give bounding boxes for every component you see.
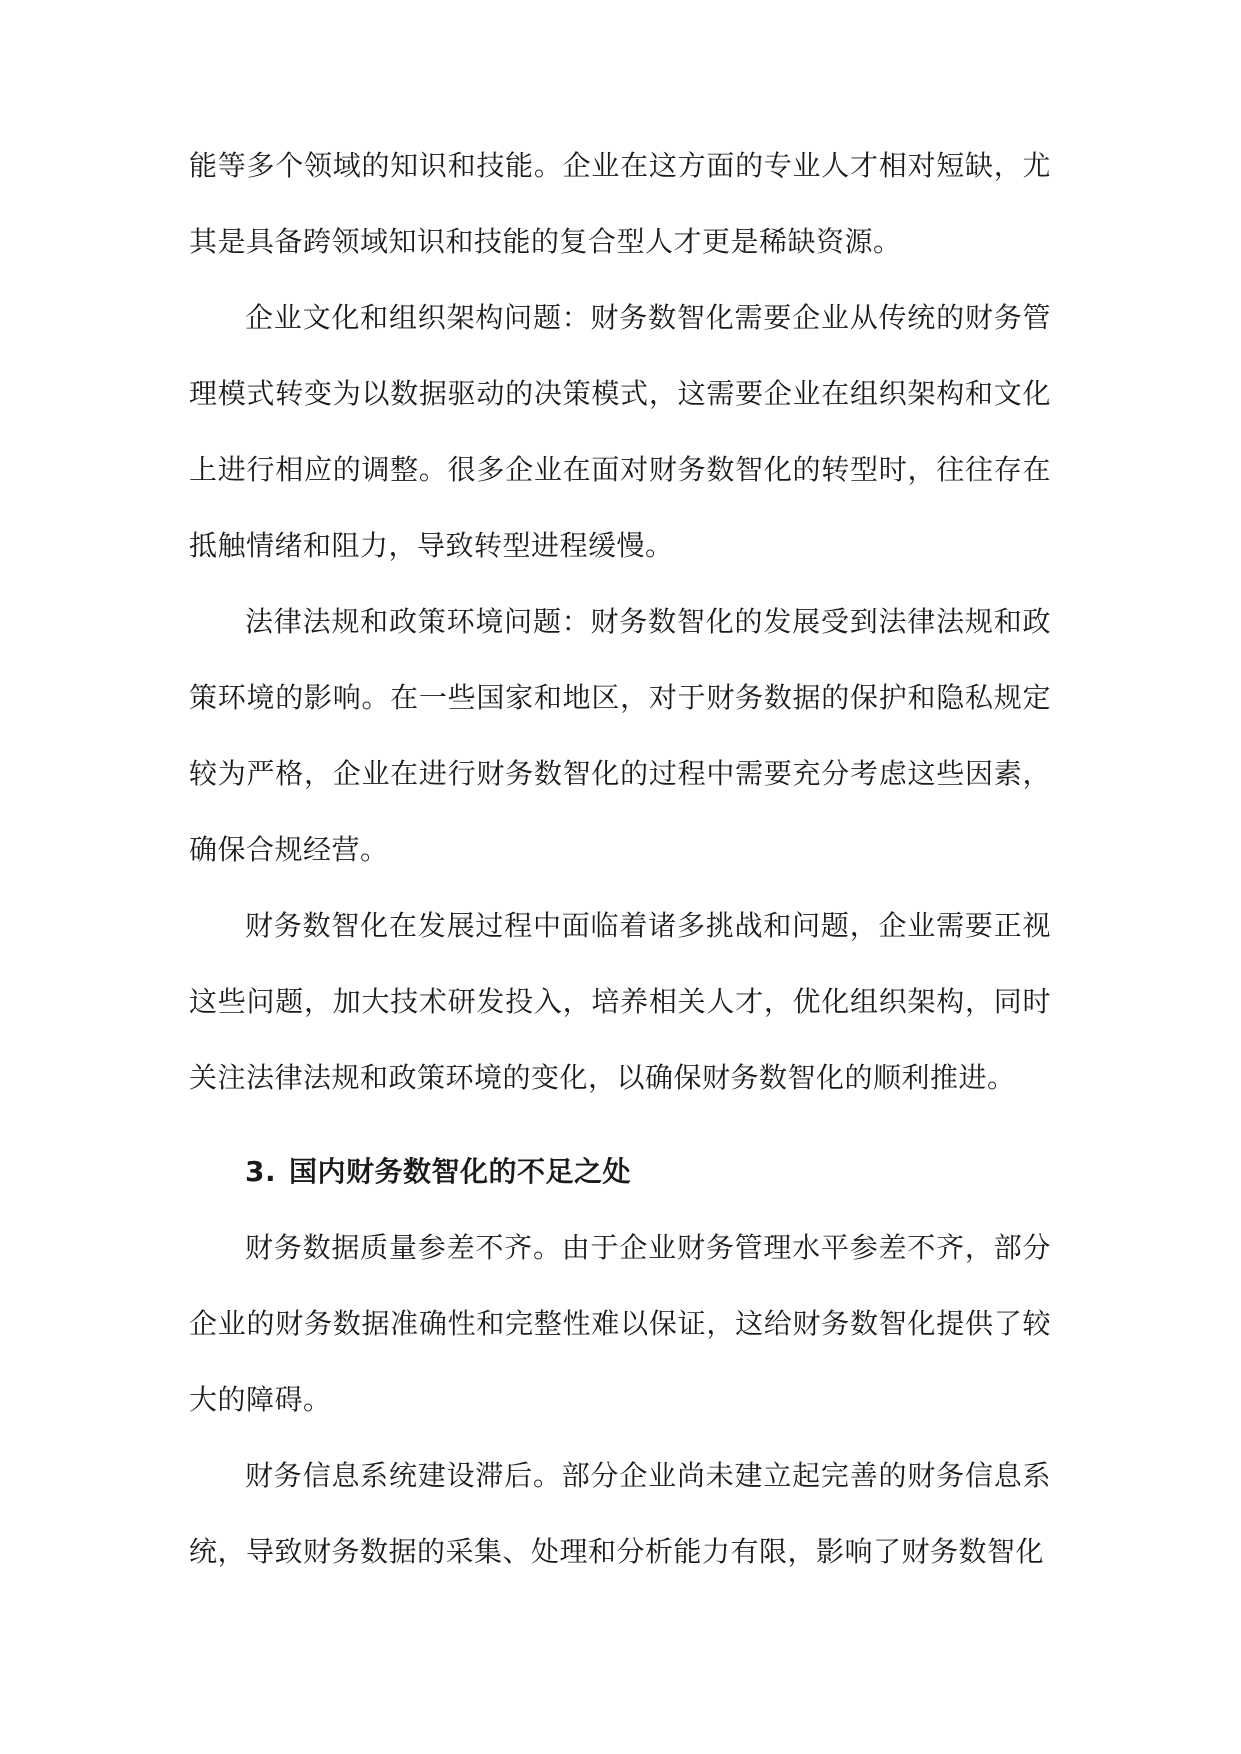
section-title: 国内财务数智化的不足之处: [289, 1155, 632, 1188]
paragraph-summary: 财务数智化在发展过程中面临着诸多挑战和问题，企业需要正视这些问题，加大技术研发投入，培养相关人才，优化组织架构，同时关注法律法规和政策环境的变化，以确保财务数智化的顺利推进。: [189, 909, 1051, 1094]
section-number: 3.: [245, 1155, 277, 1188]
paragraph-info-system: 财务信息系统建设滞后。部分企业尚未建立起完善的财务信息系统，导致财务数据的采集、处理和分析能力有限，影响了财务数智化: [189, 1459, 1051, 1568]
paragraph-legal-policy: 法律法规和政策环境问题：财务数智化的发展受到法律法规和政策环境的影响。在一些国家和地区，对于财务数据的保护和隐私规定较为严格，企业在进行财务数智化的过程中需要充分考虑这些因素，确保合规经营。: [189, 605, 1051, 866]
section-heading: [189, 1134, 1051, 1210]
document-page: [189, 128, 1051, 1590]
paragraph-culture-organization: 企业文化和组织架构问题：财务数智化需要企业从传统的财务管理模式转变为以数据驱动的决策模式，这需要企业在组织架构和文化上进行相应的调整。很多企业在面对财务数智化的转型时，往往存在抵触情绪和阻力，导致转型进程缓慢。: [189, 301, 1051, 562]
paragraph-data-quality: 财务数据质量参差不齐。由于企业财务管理水平参差不齐，部分企业的财务数据准确性和完整性难以保证，这给财务数智化提供了较大的障碍。: [189, 1231, 1051, 1416]
paragraph-talent-shortage: 能等多个领域的知识和技能。企业在这方面的专业人才相对短缺，尤其是具备跨领域知识和技能的复合型人才更是稀缺资源。: [189, 149, 1051, 258]
